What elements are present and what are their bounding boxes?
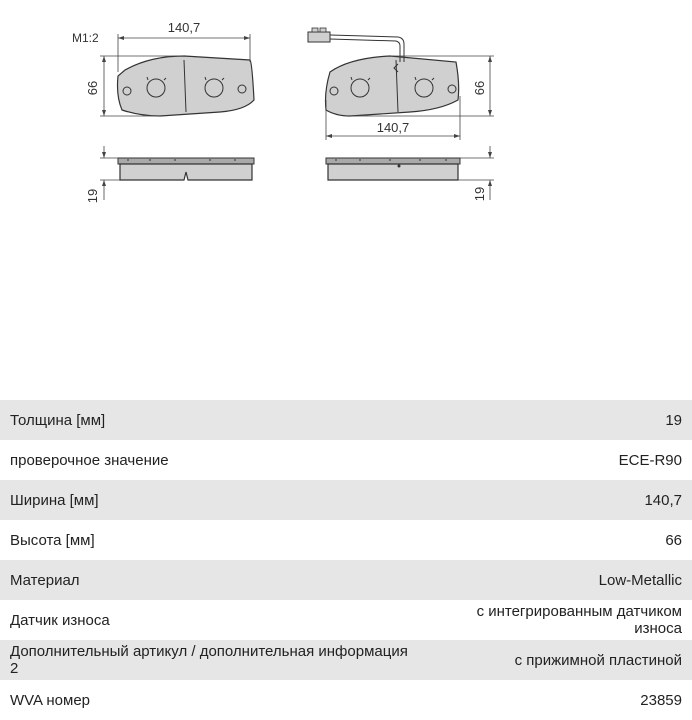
left-thickness-label: 19 bbox=[85, 188, 100, 204]
right-thickness-label: 19 bbox=[472, 186, 487, 202]
table-row bbox=[0, 520, 692, 560]
right-width-label: 140,7 bbox=[376, 120, 410, 135]
spec-value: с интегрированным датчиком износа bbox=[476, 603, 682, 637]
table-row bbox=[0, 440, 692, 480]
spec-label: Ширина [мм] bbox=[10, 491, 99, 509]
right-pad-side-view bbox=[326, 158, 460, 180]
spec-label: WVA номер bbox=[10, 691, 91, 709]
scale-label: M1:2 bbox=[72, 31, 99, 45]
spec-label: Дополнительный артикул / дополнительная информация 2 bbox=[10, 643, 408, 677]
spec-label: проверочное значение bbox=[10, 451, 169, 469]
spec-value: Low-Metallic bbox=[598, 571, 682, 589]
left-height-label: 66 bbox=[85, 80, 100, 96]
spec-label: Материал bbox=[10, 571, 80, 589]
table-row bbox=[0, 600, 692, 640]
spec-value: 23859 bbox=[640, 691, 682, 709]
spec-value: с прижимной пластиной bbox=[514, 651, 682, 669]
left-width-label: 140,7 bbox=[167, 20, 201, 35]
table-row bbox=[0, 480, 692, 520]
right-height-label: 66 bbox=[472, 80, 487, 96]
left-pad-side-view bbox=[118, 158, 254, 180]
table-row bbox=[0, 640, 692, 680]
spec-value: 140,7 bbox=[644, 491, 682, 509]
right-pad-front-view bbox=[326, 56, 459, 116]
spec-value: 19 bbox=[665, 411, 682, 429]
table-row bbox=[0, 680, 692, 720]
table-row bbox=[0, 400, 692, 440]
table-row bbox=[0, 560, 692, 600]
left-thickness-dimension bbox=[100, 146, 120, 200]
specs-table bbox=[0, 400, 692, 720]
spec-value: ECE-R90 bbox=[618, 451, 682, 469]
spec-label: Толщина [мм] bbox=[10, 411, 106, 429]
spec-label: Датчик износа bbox=[10, 611, 110, 629]
left-pad-front-view bbox=[118, 56, 255, 116]
spec-label: Высота [мм] bbox=[10, 531, 95, 549]
spec-value: 66 bbox=[665, 531, 682, 549]
